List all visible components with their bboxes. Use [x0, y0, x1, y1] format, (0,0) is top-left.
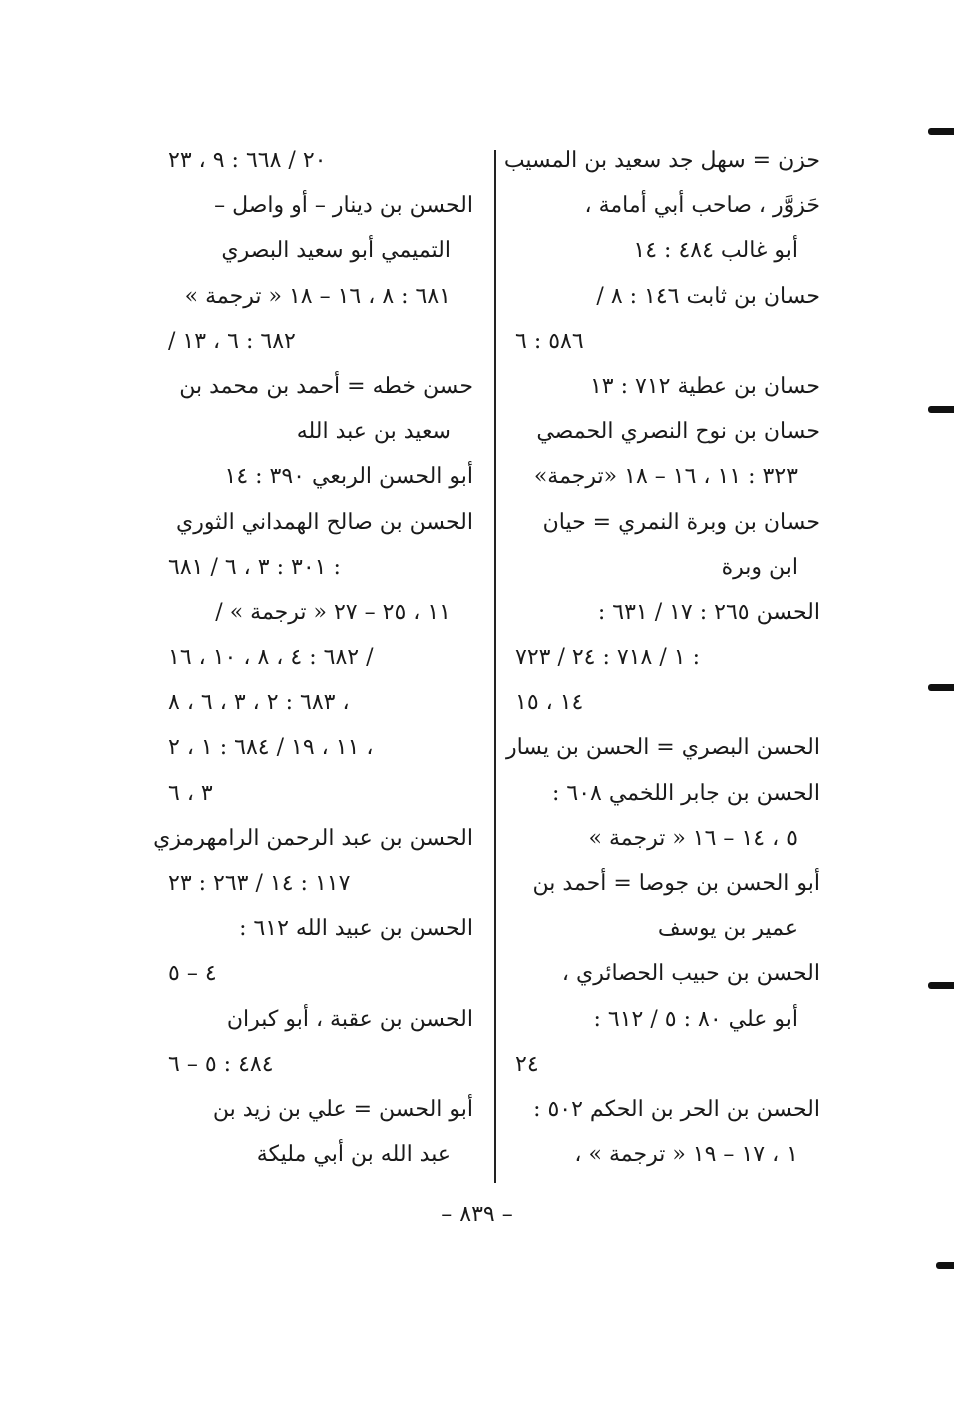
- index-column-left: [153, 138, 473, 1177]
- index-line: الحسن بن دينار – أو واصل –: [214, 193, 473, 219]
- index-line: ١١ ، ١٩ / ٦٨٤ : ١ ، ٢ ،: [168, 735, 374, 761]
- index-line: الحسن بن عبد الرحمن الرامهرمزي: [153, 825, 473, 851]
- index-line: أبو الحسن بن جوصا = أحمد بن: [532, 871, 820, 896]
- index-line: حسان بن عطية ٧١٢ : ١٣: [589, 373, 820, 399]
- index-line: الحسن ٢٦٥ : ١٧ / ٦٣١ :: [597, 599, 820, 625]
- index-line: حسان بن وبرة النمري = حيان: [542, 509, 820, 535]
- page-number: – ٨٣٩ –: [441, 1202, 513, 1227]
- index-line: الحسن بن جابر اللخمي ٦٠٨ :: [551, 780, 820, 806]
- index-line: الحسن البصري = الحسن بن يسار: [505, 735, 820, 761]
- index-line: ٢٠ / ٦٦٨ : ٩ ، ٢٣: [168, 148, 327, 173]
- index-line: ١١٧ : ١٤ / ٢٦٣ : ٢٣: [168, 871, 351, 896]
- index-line: ابن وبرة: [721, 554, 798, 580]
- index-line: حزن = سهل جد سعيد بن المسيب: [503, 148, 820, 173]
- index-line: ٣٠١ : ٣ ، ٦ / ٦٨١ :: [168, 554, 341, 580]
- index-line: حسان بن نوح النصري الحمصي: [536, 419, 820, 445]
- index-line: ٥ ، ١٤ – ١٦ « ترجمة »: [588, 825, 798, 851]
- index-line: حَزوَّر ، صاحب أبي أمامة ،: [584, 193, 820, 219]
- index-line: حسن خطه = أحمد بن محمد بن: [179, 373, 473, 399]
- index-column-right: [503, 138, 820, 1177]
- index-line: أبو غالب ٤٨٤ : ١٤: [633, 238, 798, 264]
- index-line: حسان بن ثابت ١٤٦ : ٨ /: [596, 283, 820, 309]
- index-line: ١٤ ، ١٥: [515, 690, 584, 716]
- edge-mark: [928, 684, 954, 691]
- index-line: عبد الله بن أبي مليكة: [256, 1142, 451, 1168]
- index-line: ١ ، ١٧ – ١٩ « ترجمة » ،: [574, 1142, 798, 1168]
- index-line: ٦٨٢ : ٤ ، ٨ ، ١٠ ، ١٦ /: [168, 645, 374, 671]
- index-line: سعيد بن عبد الله: [296, 419, 451, 445]
- edge-mark: [928, 406, 954, 413]
- index-line: الحسن بن الحر بن الحكم ٥٠٢ :: [533, 1096, 820, 1122]
- index-line: الحسن بن صالح الهمداني الثوري: [176, 509, 473, 535]
- index-line: ٤ – ٥: [168, 961, 217, 987]
- index-line: أبو الحسن = علي بن زيد بن: [212, 1096, 473, 1122]
- edge-mark: [928, 982, 954, 989]
- index-line: ٣٢٣ : ١١ ، ١٦ – ١٨ «ترجمة»: [533, 464, 798, 490]
- index-line: ٢٤: [515, 1051, 539, 1077]
- index-line: ٦٨١ : ٨ ، ١٦ – ١٨ « ترجمة »: [184, 283, 451, 309]
- index-line: ٤٨٤ : ٥ – ٦: [168, 1051, 274, 1077]
- edge-mark: [928, 128, 954, 135]
- index-line: الحسن بن عقبة ، أبو كبران: [226, 1006, 473, 1032]
- index-line: ١١ ، ٢٥ – ٢٧ « ترجمة » /: [215, 599, 451, 625]
- index-line: ١ / ٧١٨ : ٢٤ / ٧٢٣ :: [515, 645, 700, 671]
- index-line: ٣ ، ٦: [168, 780, 213, 806]
- index-line: عمير بن يوسف: [657, 916, 798, 942]
- index-line: ٦٨٣ : ٢ ، ٣ ، ٦ ، ٨ ،: [168, 690, 350, 716]
- index-line: أبو علي ٨٠ : ٥ / ٦١٢ :: [593, 1006, 798, 1032]
- column-divider: [494, 150, 496, 1183]
- edge-mark: [936, 1262, 954, 1269]
- index-line: التميمي أبو سعيد البصري: [221, 238, 451, 264]
- index-line: أبو الحسن الربعي ٣٩٠ : ١٤: [224, 464, 473, 490]
- index-line: / ٦٨٢ : ٦ ، ١٣: [168, 328, 296, 354]
- index-line: الحسن بن عبيد الله ٦١٢ :: [239, 916, 473, 942]
- index-line: الحسن بن حبيب الحصائري ،: [561, 961, 820, 987]
- index-line: ٥٨٦ : ٦: [515, 328, 584, 354]
